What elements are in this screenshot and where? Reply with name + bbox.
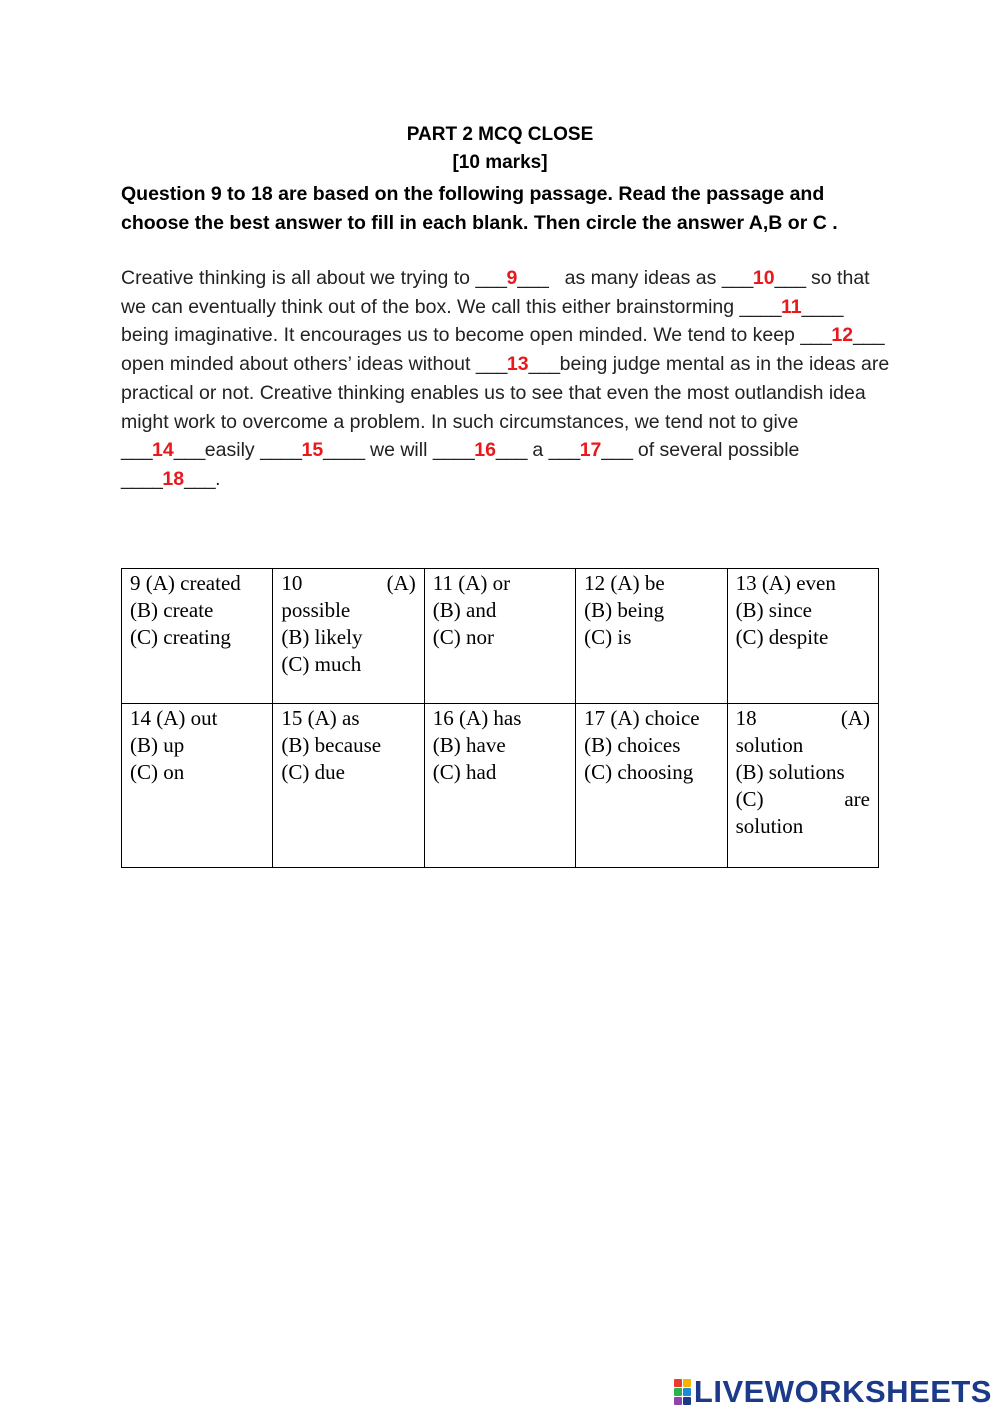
options-cell-q17 [576, 704, 727, 868]
blank-underline: ___ [517, 267, 549, 289]
blank-17[interactable]: 17 [579, 439, 602, 462]
blank-underline: ___ [184, 467, 216, 490]
blank-13[interactable]: 13 [506, 353, 529, 376]
liveworksheets-logo [674, 1375, 992, 1409]
blank-underline: ____ [323, 439, 365, 462]
options-cell-q15 [273, 704, 424, 868]
option-a[interactable] [736, 705, 870, 732]
options-cell-q13 [727, 569, 878, 704]
options-row [122, 704, 879, 868]
marks-label: [10 marks] [452, 152, 548, 173]
passage-text: being judge mental as in the ideas are practical or not. Creative thinking enables us to see that even the most outlandish idea might work to overcome a problem. In such circumstances, we tend not to give [121, 353, 890, 433]
option-b[interactable]: (B) since [735, 598, 812, 622]
cloze-passage [121, 264, 891, 494]
passage-text: as many ideas as [559, 267, 722, 289]
passage-text: we will [364, 439, 433, 462]
option-c[interactable]: (C) despite [735, 625, 829, 649]
passage-text: being imaginative. It encourages us to become open minded. We tend to keep [121, 324, 801, 347]
option-c[interactable]: (C) on [130, 760, 185, 784]
blank-underline: ___ [774, 267, 806, 289]
option-c[interactable]: (C) much [281, 652, 362, 676]
blank-underline: ___ [495, 439, 527, 462]
passage-text: easily [204, 439, 261, 462]
option-b[interactable]: (B) likely [281, 625, 363, 649]
option-c[interactable]: (C) had [432, 760, 497, 784]
blank-11[interactable]: 11 [780, 295, 802, 318]
option-c-word: are [844, 787, 870, 811]
option-a[interactable]: 11 (A) or [432, 571, 511, 595]
blank-underline: ____ [801, 295, 843, 318]
passage-text: open minded about others’ ideas without [121, 353, 476, 376]
option-b[interactable]: (B) being [584, 598, 665, 622]
option-a[interactable]: 16 (A) has [432, 706, 522, 730]
question-number: 18 [735, 706, 757, 730]
question-number: 10 [281, 571, 303, 595]
blank-15[interactable]: 15 [301, 439, 324, 462]
blank-underline: ____ [260, 439, 302, 462]
option-a[interactable] [281, 570, 415, 597]
blank-12[interactable]: 12 [831, 324, 854, 347]
blank-9[interactable]: 9 [506, 267, 518, 289]
options-cell-q12 [576, 569, 727, 704]
page-title: PART 2 MCQ CLOSE [406, 124, 594, 145]
option-b[interactable]: (B) up [130, 733, 185, 757]
blank-underline: ___ [475, 267, 507, 289]
option-a[interactable]: 15 (A) as [281, 706, 360, 730]
blank-underline: ____ [432, 439, 475, 462]
option-b[interactable]: (B) because [281, 733, 382, 757]
passage-text: a [526, 439, 549, 462]
options-cell-q18 [727, 704, 878, 868]
blank-underline: ____ [739, 295, 781, 318]
option-a-word[interactable]: possible [281, 598, 351, 622]
option-c-word[interactable]: solution [735, 814, 804, 838]
blank-underline: ____ [121, 467, 163, 490]
options-row [122, 569, 879, 704]
blank-18[interactable]: 18 [162, 467, 185, 490]
passage-text: so that we can eventually think out of the box. We call this either brainstorming [121, 267, 870, 318]
option-c[interactable]: (C) choosing [584, 760, 694, 784]
options-cell-q11 [424, 569, 575, 704]
options-cell-q9 [122, 569, 273, 704]
option-letter: (A) [386, 571, 416, 595]
option-letter: (C) [735, 787, 764, 811]
blank-16[interactable]: 16 [474, 439, 496, 462]
blank-underline: ___ [528, 353, 560, 376]
option-a-word[interactable]: solution [735, 733, 804, 757]
blank-14[interactable]: 14 [152, 439, 174, 462]
option-a[interactable]: 13 (A) even [735, 571, 836, 595]
options-cell-q16 [424, 704, 575, 868]
option-a[interactable]: 17 (A) choice [584, 706, 700, 730]
options-cell-q10 [273, 569, 424, 704]
option-c[interactable]: (C) nor [432, 625, 495, 649]
option-c[interactable]: (C) due [281, 760, 345, 784]
option-c[interactable] [736, 786, 870, 813]
passage-text: . [215, 467, 221, 490]
blank-underline: ___ [475, 353, 507, 376]
option-b[interactable]: (B) and [432, 598, 497, 622]
logo-blocks-icon [674, 1379, 691, 1405]
blank-underline: ___ [800, 324, 832, 347]
instructions [121, 180, 891, 238]
instructions-line-2: choose the best answer to fill in each blank. Then circle the answer A,B or C . [121, 212, 838, 234]
instructions-line-1: Question 9 to 18 are based on the following passage. Read the passage and [121, 183, 825, 205]
option-a[interactable]: 14 (A) out [130, 706, 218, 730]
blank-underline: ___ [121, 439, 153, 462]
option-b[interactable]: (B) have [432, 733, 506, 757]
answer-options-table [121, 568, 879, 868]
option-c[interactable]: (C) is [584, 625, 632, 649]
option-c[interactable]: (C) creating [130, 625, 231, 649]
blank-underline: ___ [548, 439, 580, 462]
options-cell-q14 [122, 704, 273, 868]
option-b[interactable]: (B) create [130, 598, 214, 622]
blank-underline: ___ [601, 439, 633, 462]
option-letter: (A) [840, 706, 870, 730]
option-a[interactable]: 12 (A) be [584, 571, 665, 595]
blank-underline: ___ [721, 267, 753, 289]
option-b[interactable]: (B) choices [584, 733, 681, 757]
passage-text: of several possible [632, 439, 800, 462]
blank-underline: ___ [853, 324, 885, 347]
blank-underline: ___ [173, 439, 205, 462]
option-b[interactable]: (B) solutions [735, 760, 845, 784]
logo-text: LIVEWORKSHEETS [693, 1374, 992, 1409]
blank-10[interactable]: 10 [752, 267, 775, 289]
passage-text: Creative thinking is all about we trying to [121, 267, 476, 289]
option-a[interactable]: 9 (A) created [130, 571, 241, 595]
